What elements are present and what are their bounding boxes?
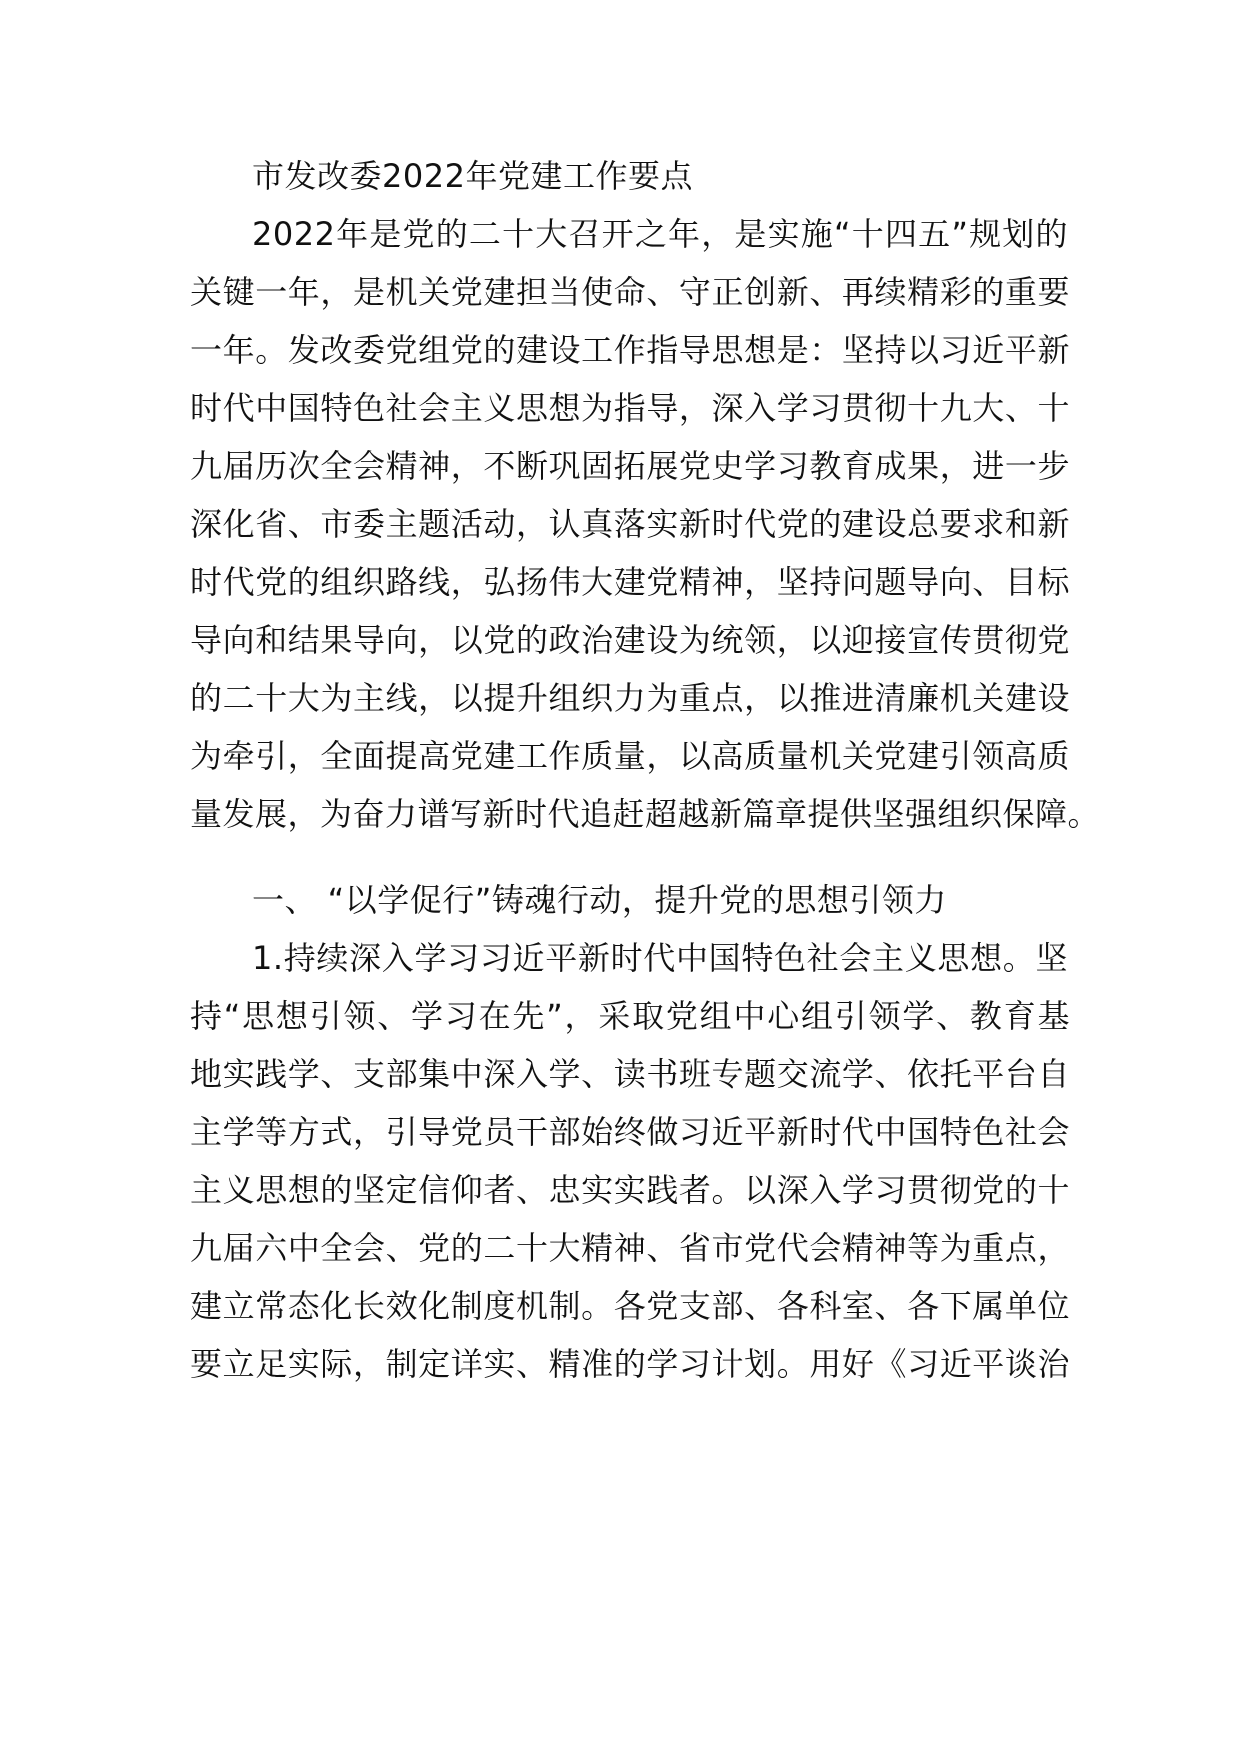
- intro-line-8: 导向和结果导向，以党的政治建设为统领，以迎接宣传贯彻党: [190, 621, 1070, 659]
- document-title: 市发改委2022年党建工作要点: [252, 157, 693, 195]
- intro-line-4: 时代中国特色社会主义思想为指导，深入学习贯彻十九大、十: [190, 389, 1070, 427]
- intro-line-3: 一年。发改委党组党的建设工作指导思想是：坚持以习近平新: [190, 331, 1070, 369]
- intro-line-9: 的二十大为主线，以提升组织力为重点，以推进清廉机关建设: [190, 679, 1070, 717]
- intro-line-6: 深化省、市委主题活动，认真落实新时代党的建设总要求和新: [190, 505, 1070, 543]
- intro-line-5: 九届历次全会精神，不断巩固拓展党史学习教育成果，进一步: [190, 447, 1070, 485]
- section-1-line-8: 要立足实际，制定详实、精准的学习计划。用好《习近平谈治: [190, 1345, 1070, 1383]
- section-1-line-1: 1.持续深入学习习近平新时代中国特色社会主义思想。坚: [252, 939, 1068, 977]
- section-1-line-5: 主义思想的坚定信仰者、忠实实践者。以深入学习贯彻党的十: [190, 1171, 1070, 1209]
- intro-line-11: 量发展，为奋力谱写新时代追赶超越新篇章提供坚强组织保障。: [190, 795, 1101, 833]
- intro-line-7: 时代党的组织路线，弘扬伟大建党精神，坚持问题导向、目标: [190, 563, 1070, 601]
- section-1-line-4: 主学等方式，引导党员干部始终做习近平新时代中国特色社会: [190, 1113, 1070, 1151]
- section-1-line-7: 建立常态化长效化制度机制。各党支部、各科室、各下属单位: [190, 1287, 1070, 1325]
- section-1-line-3: 地实践学、支部集中深入学、读书班专题交流学、依托平台自: [190, 1055, 1070, 1093]
- intro-line-2: 关键一年，是机关党建担当使命、守正创新、再续精彩的重要: [190, 273, 1070, 311]
- section-1-heading: 一、 “以学促行”铸魂行动，提升党的思想引领力: [252, 881, 947, 919]
- intro-line-10: 为牵引，全面提高党建工作质量，以高质量机关党建引领高质: [190, 737, 1070, 775]
- section-1-line-6: 九届六中全会、党的二十大精神、省市党代会精神等为重点，: [190, 1229, 1070, 1267]
- section-1-line-2: 持“思想引领、学习在先”，采取党组中心组引领学、教育基: [190, 997, 1070, 1035]
- intro-line-1: 2022年是党的二十大召开之年，是实施“十四五”规划的: [252, 215, 1068, 253]
